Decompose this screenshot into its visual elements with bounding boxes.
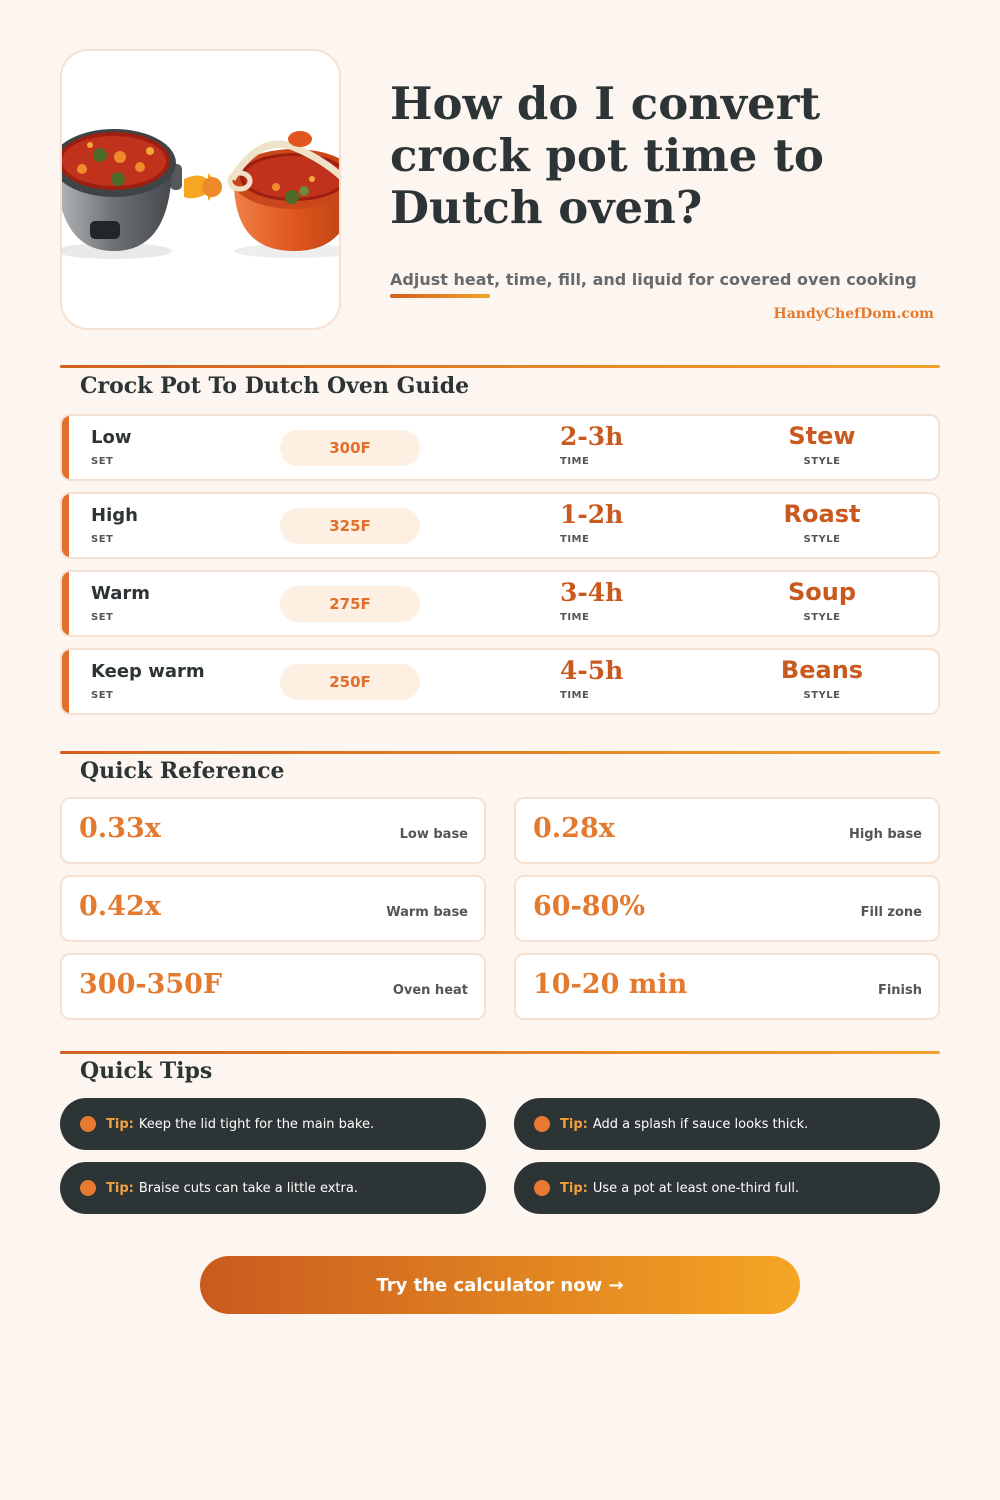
brand-link[interactable]: HandyChefDom.com [773,306,934,322]
reference-label: Fill zone [860,905,922,920]
tip-text: Braise cuts can take a little extra. [138,1180,358,1196]
reference-value: 0.42x [79,891,161,922]
reference-card [60,953,486,1020]
tip-item [60,1162,486,1214]
time-label: TIME [560,612,590,623]
time-label: TIME [560,456,590,467]
tip-item [514,1098,940,1150]
style-label: STYLE [803,456,841,467]
tips-title: Quick Tips [80,1058,213,1084]
tip-tag: Tip: [560,1180,588,1196]
hero-illustration [60,49,341,330]
time-label: TIME [560,690,590,701]
reference-label: High base [848,827,922,842]
set-name: Warm [91,583,150,604]
style-label: STYLE [803,690,841,701]
temp-pill: 275F [280,586,420,622]
reference-card [514,797,940,864]
set-label: SET [91,690,114,701]
guide-divider [60,365,940,368]
set-name: Keep warm [91,661,205,682]
guide-row-warm [60,570,940,637]
reference-value: 0.28x [533,813,615,844]
calculator-cta-button[interactable]: Try the calculator now → [200,1256,800,1314]
tip-tag: Tip: [560,1116,588,1132]
style-value: Roast [783,500,861,528]
arrow-icon [184,173,222,201]
row-accent [62,494,69,557]
reference-value: 0.33x [79,813,161,844]
time-label: TIME [560,534,590,545]
reference-label: Low base [399,827,468,842]
time-value: 1-2h [560,500,624,529]
guide-title: Crock Pot To Dutch Oven Guide [80,373,470,399]
tip-item [514,1162,940,1214]
reference-title: Quick Reference [80,758,285,784]
reference-divider [60,751,940,754]
style-label: STYLE [803,612,841,623]
slow-cooker-icon [62,129,182,259]
tip-text: Add a splash if sauce looks thick. [592,1116,809,1132]
bullet-icon [534,1116,550,1132]
tip-item [60,1098,486,1150]
set-name: High [91,505,138,526]
reference-value: 300-350F [79,969,223,1000]
temp-pill: 250F [280,664,420,700]
tip-tag: Tip: [106,1116,134,1132]
row-accent [62,416,69,479]
subtitle-underline [390,294,490,298]
bullet-icon [80,1116,96,1132]
tip-tag: Tip: [106,1180,134,1196]
style-label: STYLE [803,534,841,545]
bullet-icon [534,1180,550,1196]
reference-value: 10-20 min [533,969,688,1000]
dutch-oven-icon [230,131,341,258]
set-label: SET [91,456,114,467]
time-value: 4-5h [560,656,624,685]
temp-pill: 300F [280,430,420,466]
reference-value: 60-80% [533,891,646,922]
reference-card [60,797,486,864]
style-value: Soup [787,578,857,606]
reference-label: Warm base [386,905,468,920]
set-label: SET [91,612,114,623]
set-label: SET [91,534,114,545]
style-value: Stew [788,422,856,450]
page-subtitle: Adjust heat, time, fill, and liquid for covered oven cooking [390,270,917,289]
time-value: 3-4h [560,578,624,607]
page-title: How do I convert crock pot time to Dutch oven? [390,77,824,234]
set-name: Low [91,427,132,448]
reference-label: Oven heat [392,983,468,998]
guide-row-keep-warm [60,648,940,715]
reference-card [514,953,940,1020]
reference-card [60,875,486,942]
tip-text: Keep the lid tight for the main bake. [138,1116,375,1132]
time-value: 2-3h [560,422,624,451]
tip-text: Use a pot at least one-third full. [592,1180,800,1196]
style-value: Beans [780,656,864,684]
row-accent [62,572,69,635]
reference-card [514,875,940,942]
tips-divider [60,1051,940,1054]
bullet-icon [80,1180,96,1196]
temp-pill: 325F [280,508,420,544]
guide-row-low [60,414,940,481]
reference-label: Finish [877,983,922,998]
row-accent [62,650,69,713]
guide-row-high [60,492,940,559]
